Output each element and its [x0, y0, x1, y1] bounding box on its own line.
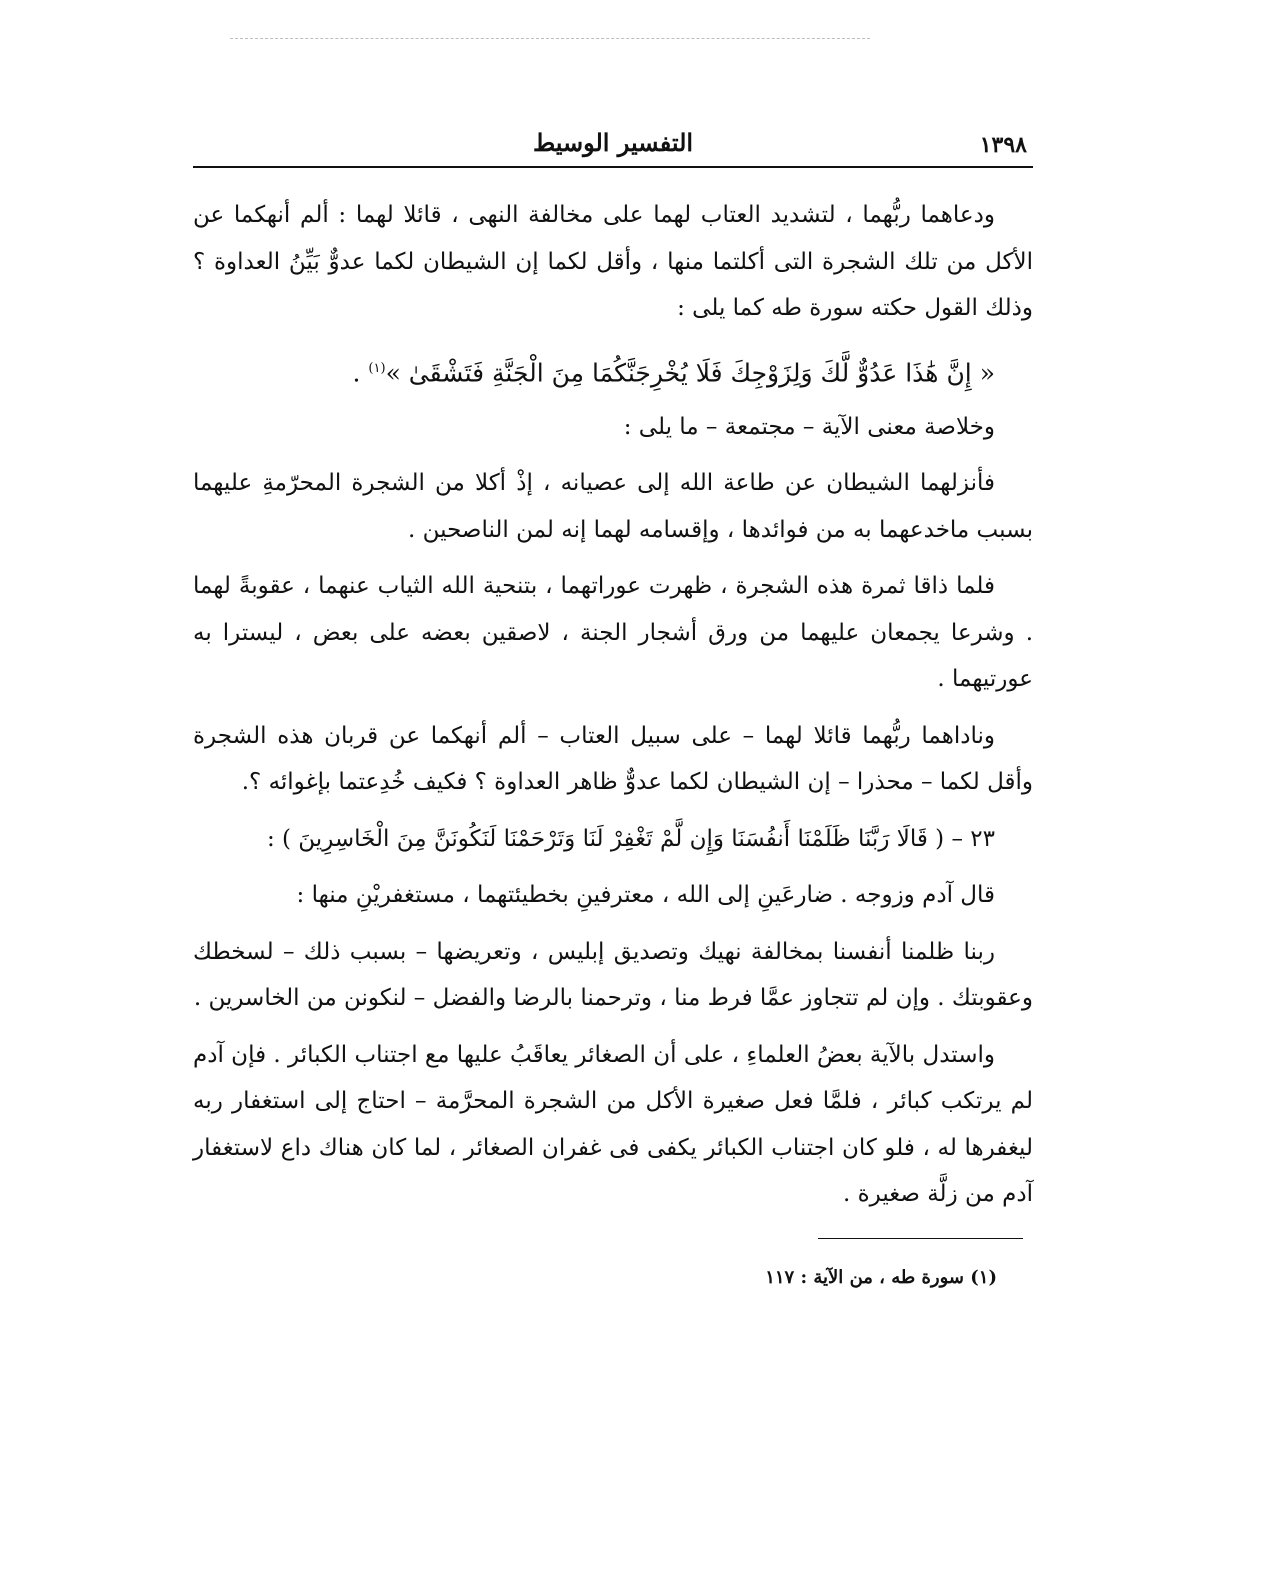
paragraph-divine-call: وناداهما ربُّهما قائلا لهما – على سبيل العتاب – ألم أنهكما عن قربان هذه الشجرة وأقل لكما – محذرا – إن الشيطان لكما عدوٌّ ظاهر العداوة ؟ فكيف خُدِعتما بإغوائه ؟. — [193, 722, 1033, 796]
paragraph-rebuke: ودعاهما ربُّهما ، لتشديد العتاب لهما على مخالفة النهى ، قائلا لهما : ألم أنهكما عن الأكل من تلك الشجرة التى أكلتما منها ، وأقل لكما إن الشيطان لكما عدوٌّ بَيِّنُ العداوة ؟ وذلك القول حكته سورة طه كما يلى : — [193, 202, 1033, 321]
scan-border-line — [230, 38, 870, 39]
footnote-separator — [818, 1238, 1023, 1239]
page-body — [193, 168, 1033, 1288]
paragraph-summary-intro: وخلاصة معنى الآية – مجتمعة – ما يلى : — [623, 413, 995, 440]
paragraph-repentance: قال آدم وزوجه . ضارعَينِ إلى الله ، معترفينِ بخطيئتهما ، مستغفريْنِ منها : — [296, 882, 995, 909]
paragraph-nakedness: فلما ذاقا ثمرة هذه الشجرة ، ظهرت عوراتهما ، بتنحية الله الثياب عنهما ، عقوبةً لهما . وشرعا يجمعان عليهما من ورق أشجار الجنة ، لاصقين بعضه على بعض ، ليسترا به عورتيهما . — [193, 573, 1033, 693]
footnote-marker: (١) — [368, 360, 386, 376]
paragraph-temptation: فأنزلهما الشيطان عن طاعة الله إلى عصيانه ، إذْ أكلا من الشجرة المحرّمةِ عليهما بسبب ماخدعهما به من فوائدها ، وإقسامه لهما إنه لمن الناصحين . — [193, 470, 1033, 543]
paragraph-prayer-meaning: ربنا ظلمنا أنفسنا بمخالفة نهيك وتصديق إبليس ، وتعريضها – بسبب ذلك – لسخطك وعقوبتك . وإن لم تتجاوز عمَّا فرط منا ، وترحمنا بالرضا والفضل – لنكونن من الخاسرين . — [193, 938, 1033, 1012]
paragraph-scholars-inference: واستدل بالآية بعضُ العلماءِ ، على أن الصغائر يعاقَبُ عليها مع اجتناب الكبائر . فإن آدم لم يرتكب كبائر ، فلمَّا فعل صغيرة الأكل من الشجرة المحرَّمة – احتاج إلى استغفار ربه ليغفرها له ، فلو كان اجتناب الكبائر يكفى فى غفران الصغائر ، لما كان هناك داع لاستغفار آدم من زلَّة صغيرة . — [193, 1041, 1033, 1208]
footnote: (١) سورة طه ، من الآية : ١١٧ — [765, 1266, 997, 1288]
page-number: ١٣٩٨ — [979, 132, 1027, 158]
verse-text: « إِنَّ هَٰذَا عَدُوٌّ لَّكَ وَلِزَوْجِكَ فَلَا يُخْرِجَنَّكُمَا مِنَ الْجَنَّةِ فَتَشْقَىٰ » — [385, 357, 995, 387]
running-title: التفسير الوسيط — [532, 128, 694, 157]
book-page — [193, 118, 1033, 1288]
page-header — [193, 118, 1033, 168]
quran-verse-taha-117: « إِنَّ هَٰذَا عَدُوٌّ لَّكَ وَلِزَوْجِكَ فَلَا يُخْرِجَنَّكُمَا مِنَ الْجَنَّةِ فَتَشْقَىٰ »$^{(١)}$ . — [352, 357, 995, 387]
paragraph-verse-23: ٢٣ – ( قَالَا رَبَّنَا ظَلَمْنَا أَنفُسَنَا وَإِن لَّمْ تَغْفِرْ لَنَا وَتَرْحَمْنَا لَنَكُونَنَّ مِنَ الْخَاسِرِينَ ) : — [266, 825, 995, 852]
